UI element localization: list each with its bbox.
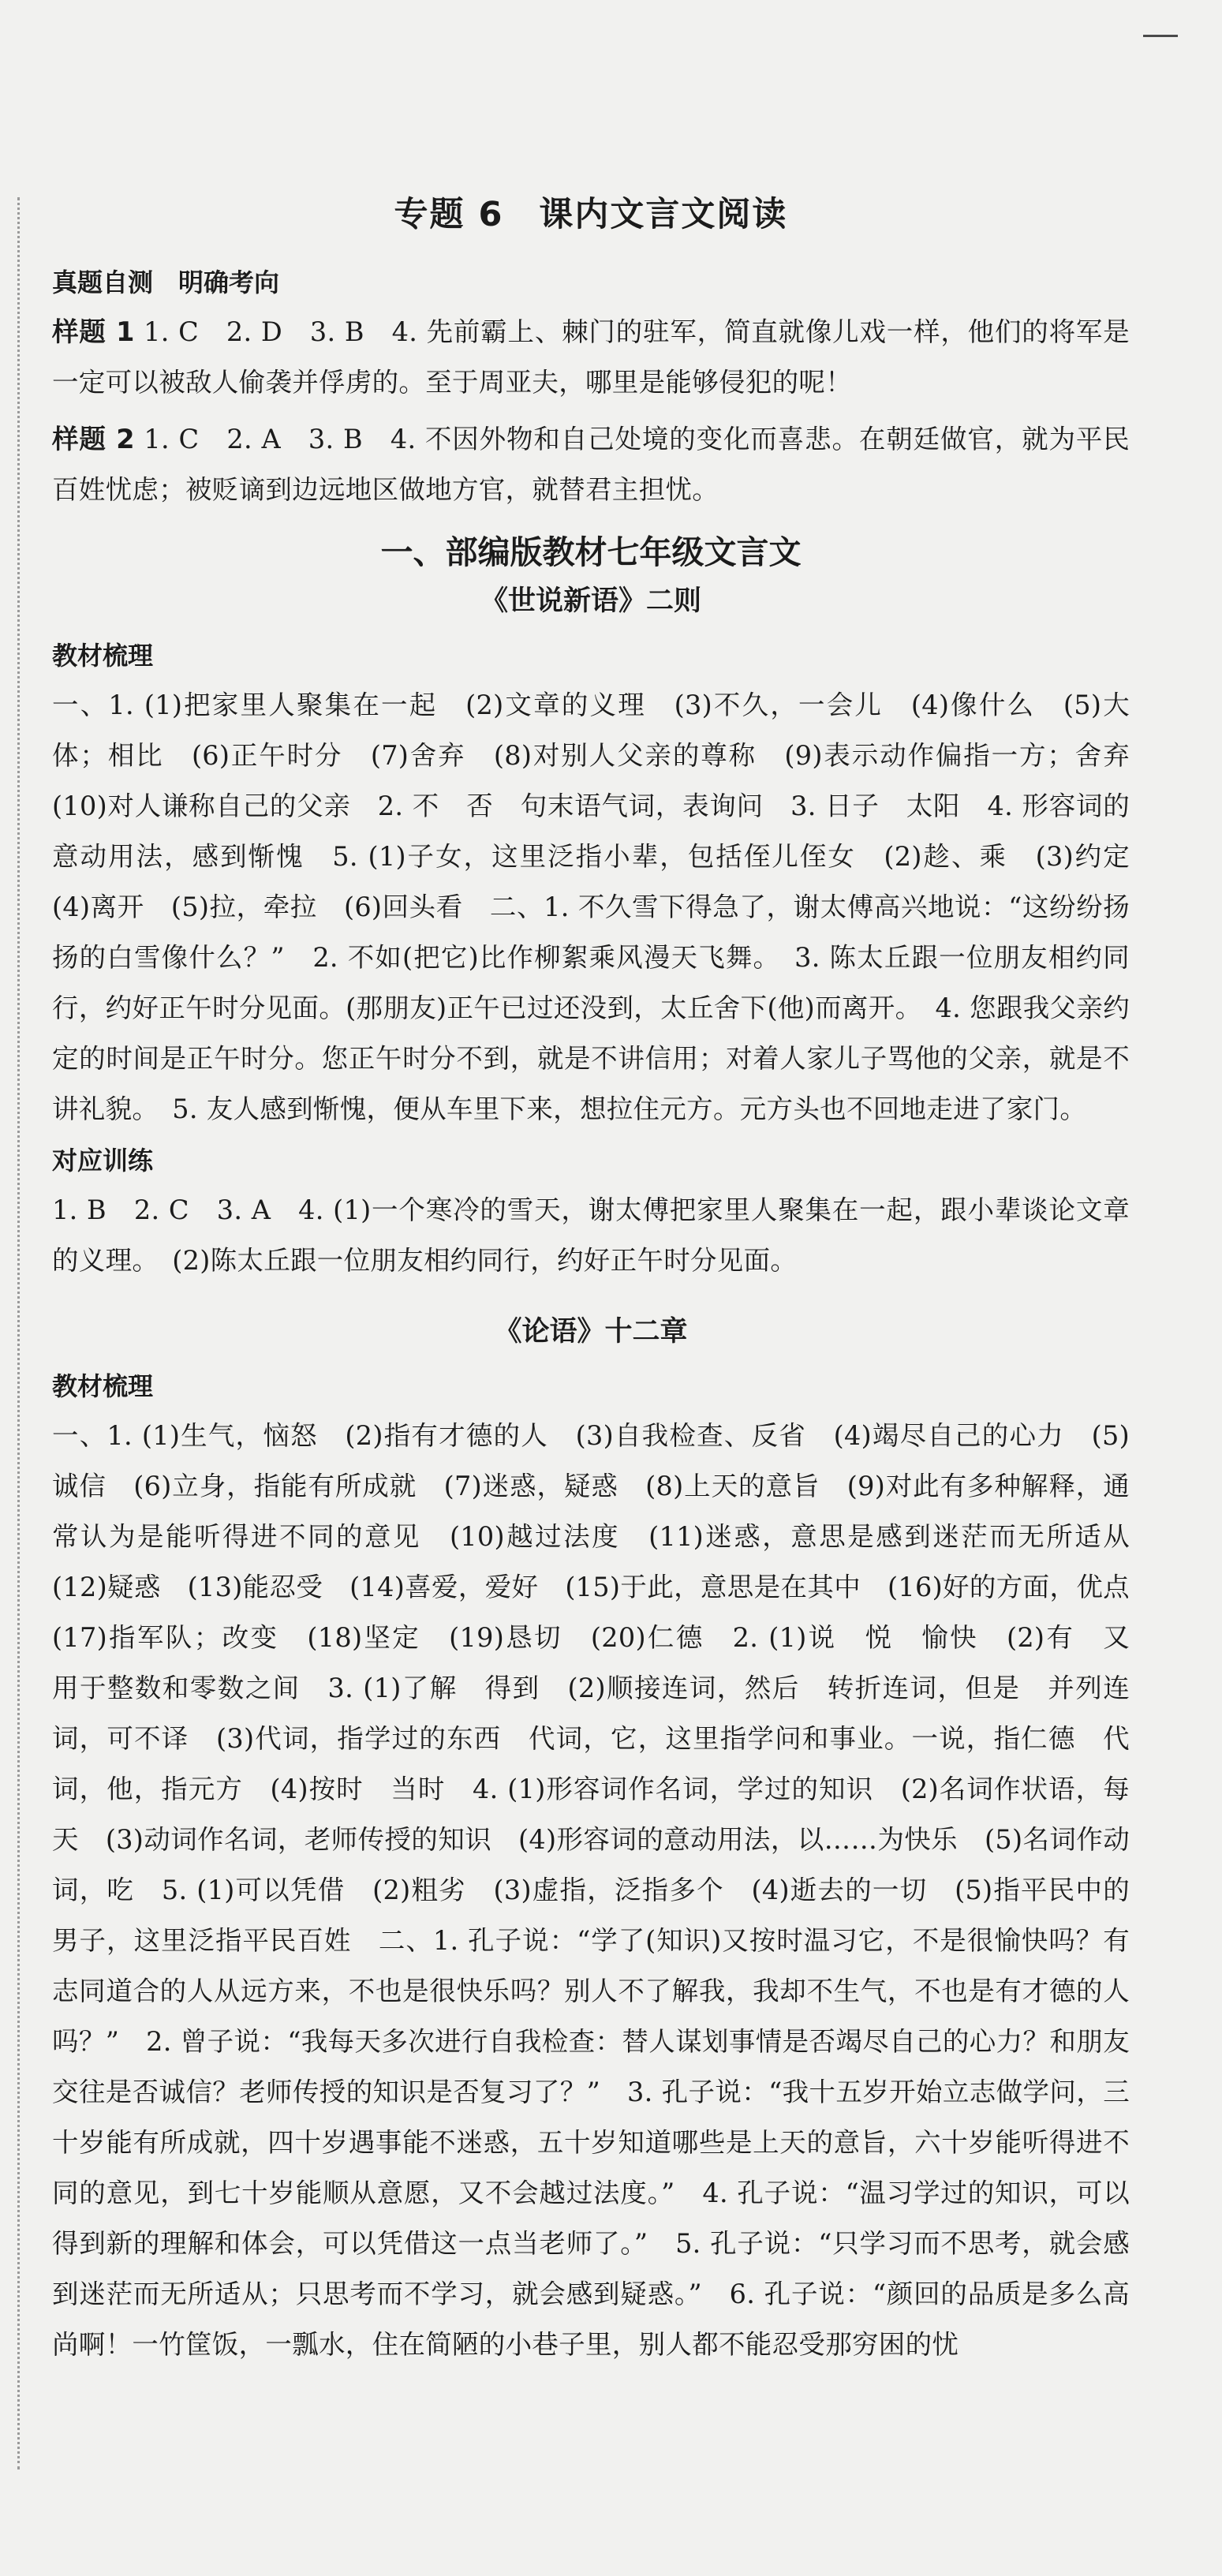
sample-answer-2 — [52, 414, 1130, 515]
section-title: 一、部编版教材七年级文言文 — [380, 533, 802, 571]
intro-heading: 真题自测 明确考向 — [52, 267, 280, 297]
practice-answers: 1. B 2. C 3. A 4. (1)一个寒冷的雪天，谢太傅把家里人聚集在一起，跟小辈谈论文章的义理。 (2)陈太丘跟一位朋友相约同行，约好正午时分见面。 — [52, 1195, 1130, 1276]
sample-label: 样题 1 — [52, 316, 135, 347]
textbook-review-answers: 一、1. (1)生气，恼怒 (2)指有才德的人 (3)自我检查、反省 (4)竭尽自己的心力 (5)诚信 (6)立身，指能有所成就 (7)迷惑，疑惑 (8)上天的意旨 (9)对此有多种解释，通常认为是能听得进不同的意见 (10)越过法度 (11)迷惑，意思是感到迷茫而无所适从 (12)疑惑 (13)能忍受 (14)喜爱，爱好 (15)于此，意思是在其中 (16)好的方面，优点 (17)指军队；改变 (18)坚定 (19)恳切 (20)仁德 2. (1)说 悦 愉快 (2)有 又 用于整数和零数之间 3. (1)了解 得到 (2)顺接连词，然后 转折连词，但是 并列连词，可不译 (3)代词，指学过的东西 代词，它，这里指学问和事业。一说，指仁德 代词，他，指元方 (4)按时 当时 4. (1)形容词作名词，学过的知识 (2)名词作状语，每天 (3)动词作名词，老师传授的知识 (4)形容词的意动用法，以……为快乐 (5)名词作动词，吃 5. (1)可以凭借 (2)粗劣 (3)虚指，泛指多个 (4)逝去的一切 (5)指平民中的男子，这里泛指平民百姓 二、1. 孔子说：“学了(知识)又按时温习它，不是很愉快吗？有志同道合的人从远方来，不也是很快乐吗？别人不了解我，我却不生气，不也是有才德的人吗？” 2. 曾子说：“我每天多次进行自我检查：替人谋划事情是否竭尽自己的心力？和朋友交往是否诚信？老师传授的知识是否复习了？” 3. 孔子说：“我十五岁开始立志做学问，三十岁能有所成就，四十岁遇事能不迷惑，五十岁知道哪些是上天的意旨，六十岁能听得进不同的意见，到七十岁能顺从意愿，又不会越过法度。” 4. 孔子说：“温习学过的知识，可以得到新的理解和体会，可以凭借这一点当老师了。” 5. 孔子说：“只学习而不思考，就会感到迷茫而无所适从；只思考而不学习，就会感到疑惑。” 6. 孔子说：“颜回的品质是多么高尚啊！一竹筐饭，一瓢水，住在简陋的小巷子里，别人都不能忍受那穷困的忧 — [52, 1420, 1157, 2360]
sample-text: 1. C 2. A 3. B 4. 不因外物和自己处境的变化而喜悲。在朝廷做官，就为平民百姓忧虑；被贬谪到边远地区做地方官，就替君主担忧。 — [52, 424, 1130, 505]
lesson-title-shishuoxinyu: 《世说新语》二则 — [480, 585, 701, 617]
textbook-review-heading: 教材梳理 — [52, 1371, 154, 1401]
sample-label: 样题 2 — [52, 424, 135, 454]
topic-title: 专题 6 课内文言文阅读 — [394, 195, 788, 234]
binding-dotted-line — [17, 197, 20, 2469]
page-content — [52, 188, 1157, 2376]
lesson-title-lunyu: 《论语》十二章 — [494, 1315, 688, 1348]
sample-text: 1. C 2. D 3. B 4. 先前霸上、棘门的驻军，简直就像儿戏一样，他们的将军是一定可以被敌人偷袭并俘虏的。至于周亚夫，哪里是能够侵犯的呢！ — [52, 316, 1130, 398]
textbook-review-answers: 一、1. (1)把家里人聚集在一起 (2)文章的义理 (3)不久，一会儿 (4)像什么 (5)大体；相比 (6)正午时分 (7)舍弃 (8)对别人父亲的尊称 (9)表示动作偏指一方；舍弃 (10)对人谦称自己的父亲 2. 不 否 句末语气词，表询问 3. 日子 太阳 4. 形容词的意动用法，感到惭愧 5. (1)子女，这里泛指小辈，包括侄儿侄女 (2)趁、乘 (3)约定 (4)离开 (5)拉，牵拉 (6)回头看 二、1. 不久雪下得急了，谢太傅高兴地说：“这纷纷扬扬的白雪像什么？” 2. 不如(把它)比作柳絮乘风漫天飞舞。 3. 陈太丘跟一位朋友相约同行，约好正午时分见面。(那朋友)正午已过还没到，太丘舍下(他)而离开。 4. 您跟我父亲约定的时间是正午时分。您正午时分不到，就是不讲信用；对着人家儿子骂他的父亲，就是不讲礼貌。 5. 友人感到惭愧，便从车里下来，想拉住元方。元方头也不回地走进了家门。 — [52, 690, 1157, 1124]
sample-answer-1 — [52, 307, 1130, 408]
practice-heading: 对应训练 — [52, 1146, 154, 1176]
textbook-review-heading: 教材梳理 — [52, 641, 154, 671]
corner-mark — [1143, 35, 1178, 37]
